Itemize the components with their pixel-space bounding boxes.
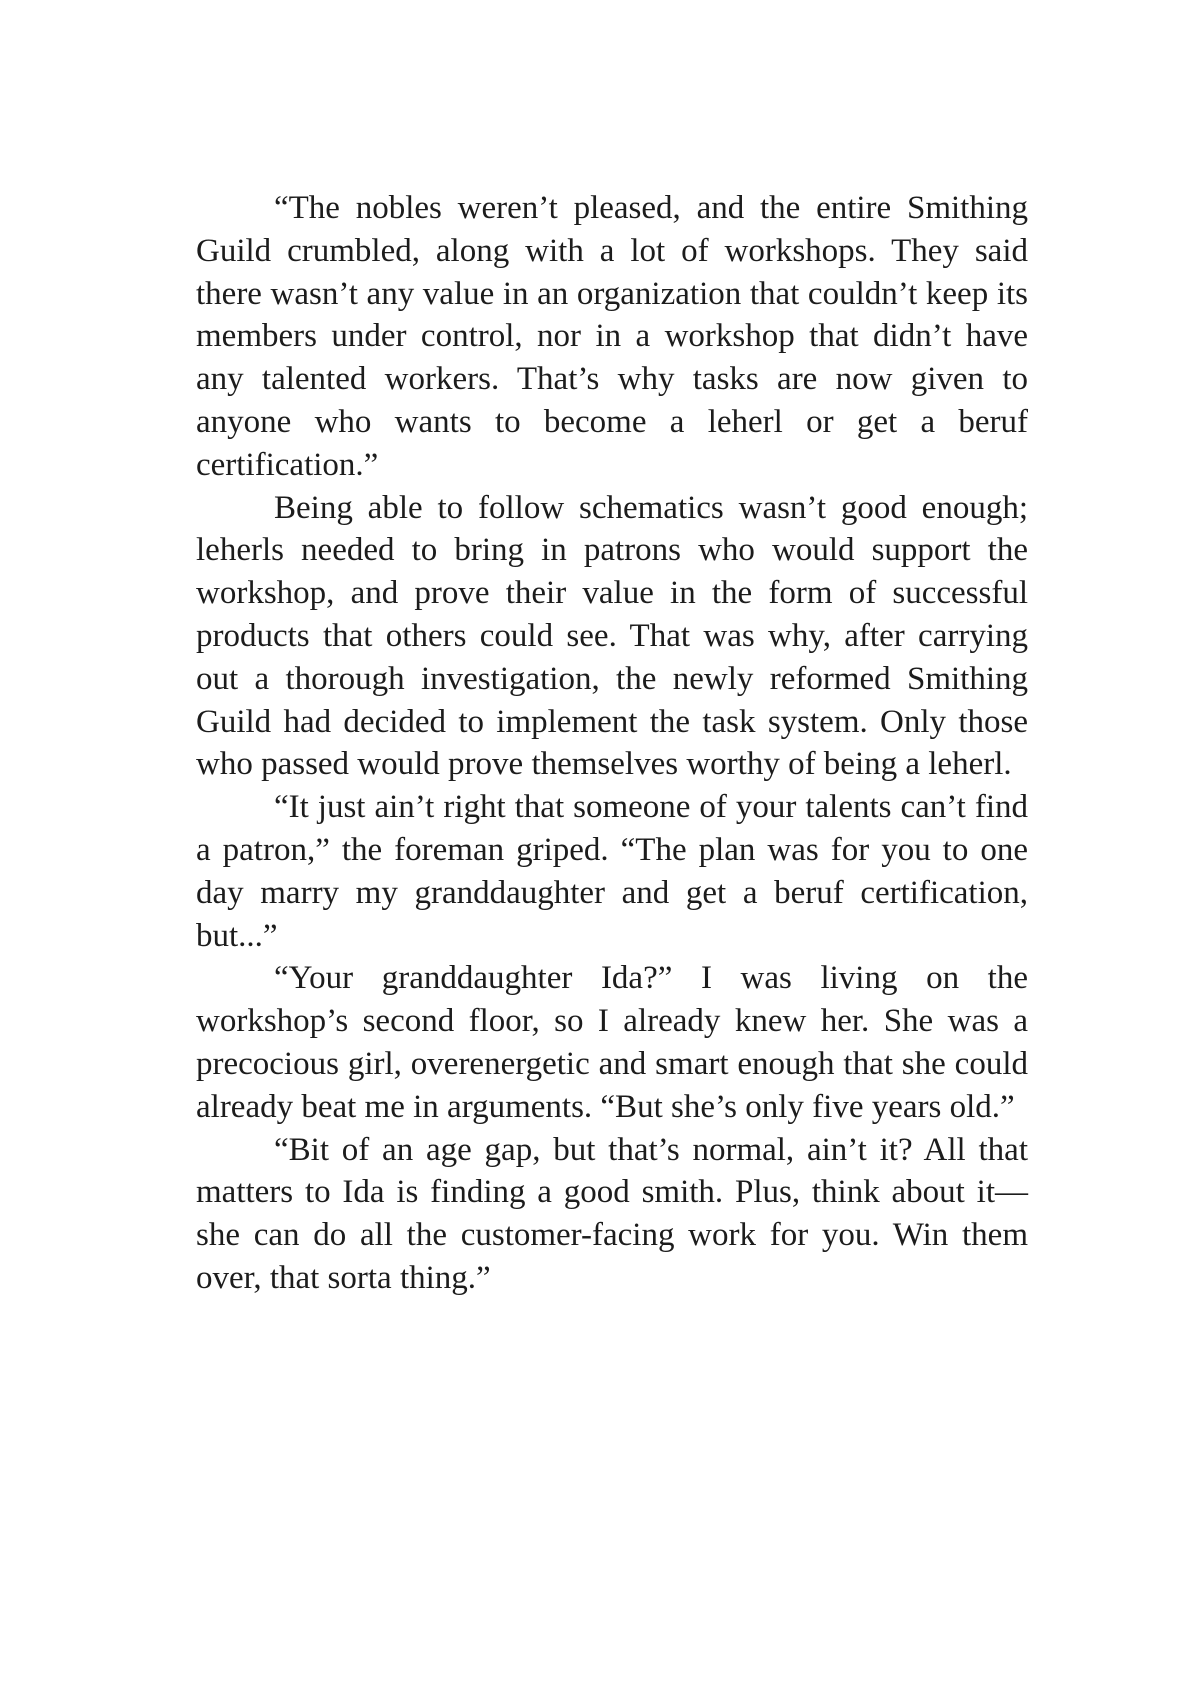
paragraph: Being able to follow schematics wasn’t good enough; leherls needed to bring in patrons who would support the workshop, and prove their value in the form of successful products that others could see. That was why, after carrying out a thorough investigation, the newly reformed Smithing Guild had decided to implement the task system. Only those who passed would prove themselves worthy of being a leherl. [196,489,1028,783]
body-text [196,187,1028,1300]
paragraph: “It just ain’t right that someone of your talents can’t find a patron,” the foreman griped. “The plan was for you to one day marry my granddaughter and get a beruf certification, but...” [196,789,1028,954]
paragraph: “The nobles weren’t pleased, and the entire Smithing Guild crumbled, along with a lot of workshops. They said there wasn’t any value in an organization that couldn’t keep its members under control, nor in a workshop that didn’t have any talented workers. That’s why tasks are now given to anyone who wants to become a leherl or get a beruf certification.” [196,190,1028,483]
paragraph: “Bit of an age gap, but that’s normal, ain’t it? All that matters to Ida is finding a good smith. Plus, think about it—she can do all the customer-facing work for you. Win them over, that sorta thing.” [196,1131,1028,1296]
paragraph: “Your granddaughter Ida?” I was living on the workshop’s second floor, so I already knew her. She was a precocious girl, overenergetic and smart enough that she could already beat me in arguments. “But she’s only five years old.” [196,960,1028,1125]
